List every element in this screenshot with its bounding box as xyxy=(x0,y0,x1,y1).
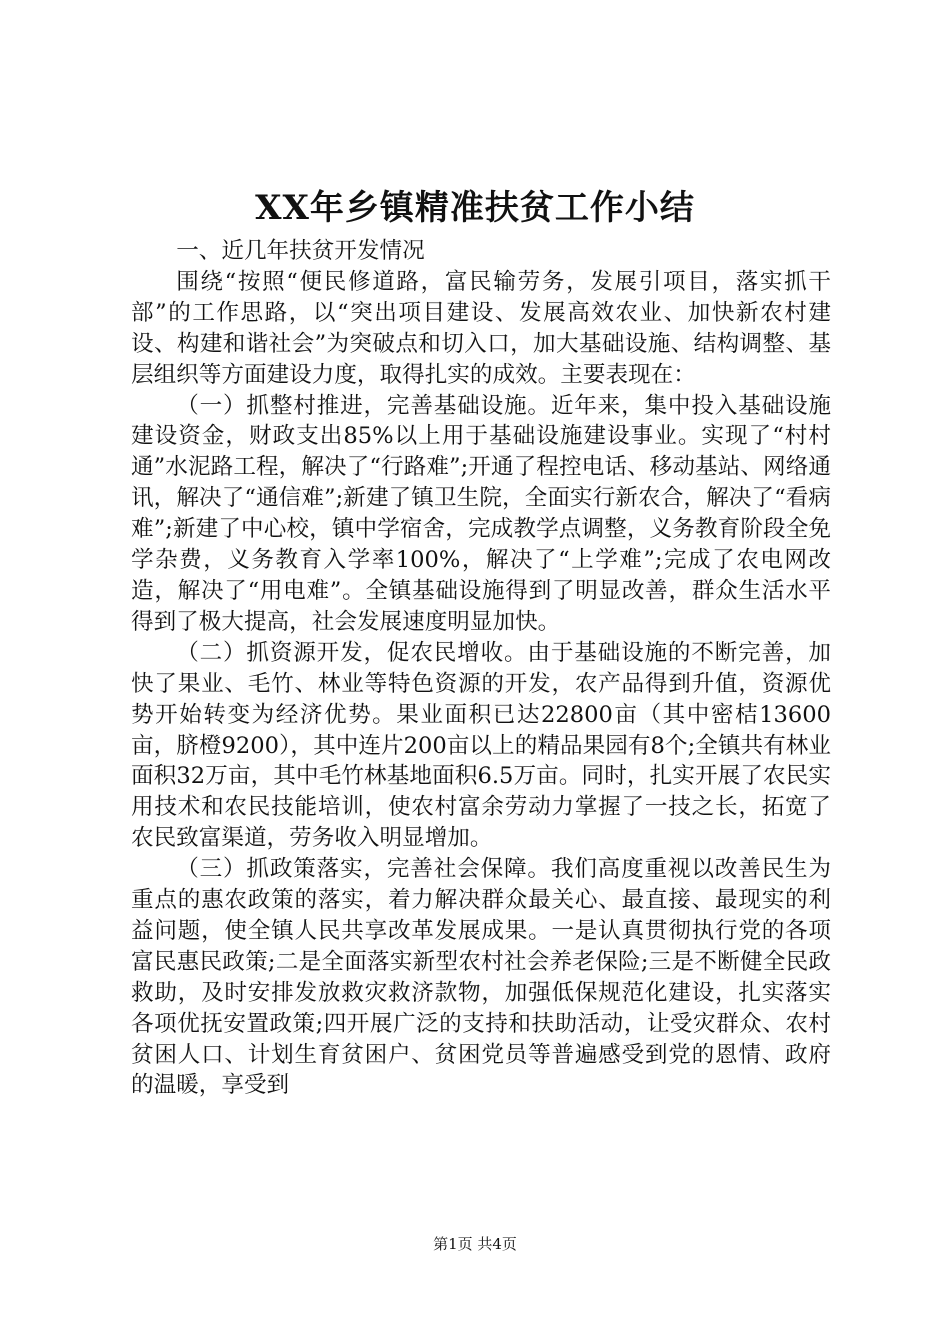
document-body xyxy=(131,236,831,1101)
paragraph-intro: 围绕“按照“便民修道路，富民输劳务，发展引项目，落实抓干部”的工作思路，以“突出项目建设、发展高效农业、加快新农村建设、构建和谐社会”为突破点和切入口，加大基础设施、结构调整、基层组织等方面建设力度，取得扎实的成效。主要表现在： xyxy=(131,268,831,388)
page-number: 第1页 共4页 xyxy=(433,1235,517,1253)
section-heading: 一、近几年扶贫开发情况 xyxy=(176,238,425,264)
paragraph-resources: （二）抓资源开发，促农民增收。由于基础设施的不断完善，加快了果业、毛竹、林业等特色资源的开发，农产品得到升值，资源优势开始转变为经济优势。果业面积已达22800亩（其中密桔13600亩，脐橙9200），其中连片200亩以上的精品果园有8个;全镇共有林业面积32万亩，其中毛竹林基地面积6.5万亩。同时，扎实开展了农民实用技术和农民技能培训，使农村富余劳动力掌握了一技之长，拓宽了农民致富渠道，劳务收入明显增加。 xyxy=(131,639,831,852)
document-title: XX年乡镇精准扶贫工作小结 xyxy=(255,188,695,228)
paragraph-infrastructure: （一）抓整村推进，完善基础设施。近年来，集中投入基础设施建设资金，财政支出85%以上用于基础设施建设事业。实现了“村村通”水泥路工程，解决了“行路难”;开通了程控电话、移动基站、网络通讯，解决了“通信难”;新建了镇卫生院，全面实行新农合，解决了“看病难”;新建了中心校，镇中学宿舍，完成教学点调整，义务教育阶段全免学杂费，义务教育入学率100%，解决了“上学难”;完成了农电网改造，解决了“用电难”。全镇基础设施得到了明显改善，群众生活水平得到了极大提高，社会发展速度明显加快。 xyxy=(131,392,831,635)
paragraph-policy: （三）抓政策落实，完善社会保障。我们高度重视以改善民生为重点的惠农政策的落实，着力解决群众最关心、最直接、最现实的利益问题，使全镇人民共享改革发展成果。一是认真贯彻执行党的各项富民惠民政策;二是全面落实新型农村社会养老保险;三是不断健全民政救助，及时安排发放救灾救济款物，加强低保规范化建设，扎实落实各项优抚安置政策;四开展广泛的支持和扶助活动，让受灾群众、农村贫困人口、计划生育贫困户、贫困党员等普遍感受到党的恩情、政府的温暖，享受到 xyxy=(131,856,831,1099)
